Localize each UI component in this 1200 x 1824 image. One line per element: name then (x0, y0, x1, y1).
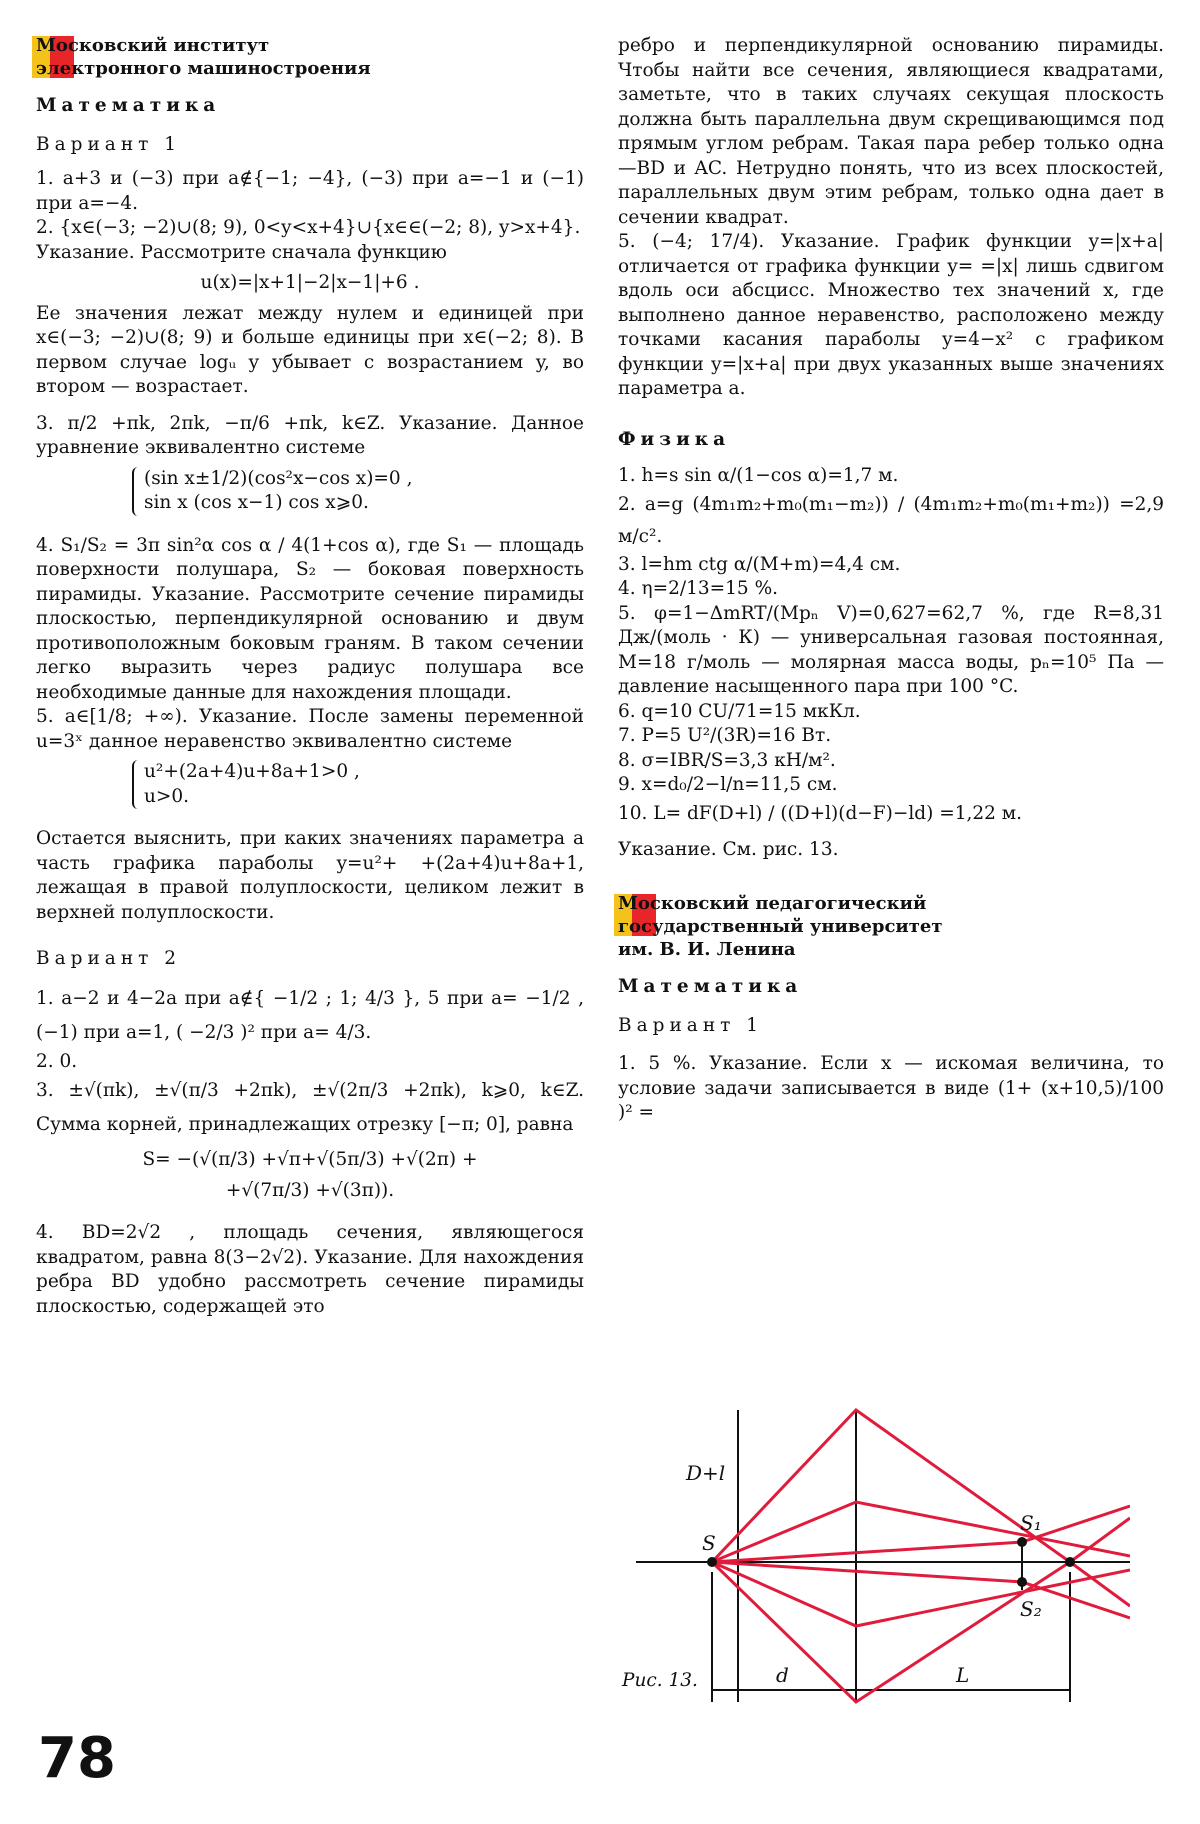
image-point (1017, 1577, 1027, 1587)
physics-answer: 6. q=10 CU/71=15 мкКл. (618, 700, 861, 722)
ray (712, 1518, 1130, 1702)
right-column (618, 34, 1164, 1126)
subject-title: Математика (618, 976, 803, 997)
hint-text: Указание. См. рис. 13. (618, 838, 839, 860)
equation-system: (sin x±1/2)(cos²x−cos x)=0 , sin x (cos x−1) cos x⩾0. (132, 467, 584, 516)
paragraph: Остается выяснить, при каких значениях параметра a часть графика параболы y=u²+ +(2a+4)u+8a+1, лежащая в правой полуплоскости, целиком лежит в верхней полуплоскости. (36, 828, 584, 923)
physics-answer: 10. L= dF(D+l) / ((D+l)(d−F)−ld) =1,22 м. (618, 802, 1023, 824)
physics-answer: 1. h=s sin α/(1−cos α)=1,7 м. (618, 465, 899, 486)
answer-2: 2. 0. (36, 1050, 78, 1072)
physics-answer: 2. a=g (4m₁m₂+m₀(m₁−m₂)) / (4m₁m₂+m₀(m₁+m₂)) =2,9 м/с². (618, 493, 1164, 547)
source-point (707, 1557, 717, 1567)
answer-2: 2. {x∈(−3; −2)∪(8; 9), 0<y<x+4}∪{x∈∈(−2; 8), y>x+4}. (36, 217, 581, 238)
optics-diagram (636, 1390, 1130, 1710)
label: d (776, 1663, 789, 1687)
answer-3: 3. ±√(πk), ±√(π/3 +2πk), ±√(2π/3 +2πk), k⩾0, k∈Z. Сумма корней, принадлежащих отрезку [−π; 0], равна (36, 1080, 584, 1135)
variant-title: Вариант 1 (618, 1014, 764, 1036)
institute-heading: Московский институт электронного машиностроения (36, 34, 584, 80)
answer-1: 1. a−2 и 4−2a при a∉{ −1/2 ; 1; 4/3 }, 5 при a= −1/2 , (−1) при a=1, ( −2/3 )² при a= 4/3. (36, 987, 584, 1043)
answer-1: 1. 5 %. Указание. Если x — искомая величина, то условие задачи записывается в виде (1+ (x+10,5)/100 )² = (618, 1053, 1164, 1123)
label: D+l (686, 1461, 726, 1485)
paragraph: Ее значения лежат между нулем и единицей при x∈(−3; −2)∪(8; 9) и больше единицы при x∈(−2; 8). В первом случае logᵤ y убывает с возрастанием y, во втором — возрастает. (36, 302, 584, 397)
answer-4: 4. S₁/S₂ = 3π sin²α cos α / 4(1+cos α), где S₁ — площадь поверхности полушара, S₂ — боковая поверхность пирамиды. Указание. Рассмотрите сечение пирамиды плоскостью, перпендикулярной основанию и двум противоположным боковым граням. В таком сечении легко выразить через радиус полушара все необходимые данные для нахождения площади. (36, 534, 584, 703)
label: S₁ (1020, 1511, 1042, 1535)
label: S (702, 1531, 716, 1555)
rays (712, 1410, 1130, 1702)
ray (712, 1502, 1130, 1562)
figure-caption: Рис. 13. (622, 1670, 698, 1691)
paragraph: ребро и перпендикулярной основанию пирамиды. Чтобы найти все сечения, являющиеся квадратами, заметьте, что в таких случаях секущая плоскость должна быть параллельна двум скрещивающимся под прямым углом ребрам. Такая пара ребер только одна —BD и AC. Нетрудно понять, что из всех плоскостей, параллельных двум этим ребрам, только одна дает в сечении квадрат. (618, 35, 1164, 228)
answer-5: 5. (−4; 17/4). Указание. График функции y=|x+a| отличается от графика функции y= =|x| лишь сдвигом вдоль оси абсцисс. Множество тех значений x, где выполнено данное неравенство, расположено между точками касания параболы y=4−x² с графиком функции y=|x+a| при двух указанных выше значениях параметра a. (618, 231, 1164, 399)
answer-3: 3. π/2 +πk, 2πk, −π/6 +πk, k∈Z. Указание. Данное уравнение эквивалентно системе (36, 412, 584, 458)
subject-title: Физика (618, 428, 731, 450)
formula: +√(7π/3) +√(3π)). (225, 1179, 395, 1201)
physics-answer: 3. l=hm ctg α/(M+m)=4,4 см. (618, 553, 901, 575)
focus-point (1065, 1557, 1075, 1567)
answer-5: 5. a∈[1/8; +∞). Указание. После замены переменной u=3ˣ данное неравенство эквивалентно системе (36, 706, 584, 752)
subject-title: Математика (36, 95, 221, 116)
answer-4: 4. BD=2√2 , площадь сечения, являющегося квадратом, равна 8(3−2√2). Указание. Для нахождения ребра BD удобно рассмотреть сечение пирамиды плоскостью, содержащей это (36, 1222, 584, 1317)
answer-1: 1. a+3 и (−3) при a∉{−1; −4}, (−3) при a=−1 и (−1) при a=−4. (36, 168, 584, 214)
institute-heading: Московский педагогический государственный университет им. В. И. Ленина (618, 892, 1164, 961)
formula: u(x)=|x+1|−2|x−1|+6 . (200, 272, 420, 293)
physics-answer: 5. φ=1−ΔmRT/(Mpₙ V)=0,627=62,7 %, где R=8,31 Дж/(моль · К) — универсальная газовая постоянная, M=18 г/моль — молярная масса воды, pₙ=10⁵ Па — давление насыщенного пара при 100 °C. (618, 602, 1164, 697)
ray (712, 1562, 1130, 1626)
physics-answer: 9. x=d₀/2−l/n=11,5 см. (618, 774, 838, 795)
image-point (1017, 1537, 1027, 1547)
physics-answer: 7. P=5 U²/(3R)=16 Вт. (618, 725, 832, 746)
page-number: 78 (38, 1726, 116, 1791)
variant-title: Вариант 2 (36, 948, 182, 969)
formula: S= −(√(π/3) +√π+√(5π/3) +√(2π) + (142, 1149, 478, 1170)
left-column (36, 34, 584, 1319)
physics-answer: 4. η=2/13=15 %. (618, 578, 779, 599)
variant-title: Вариант 1 (36, 133, 182, 155)
inequality-system: u²+(2a+4)u+8a+1>0 , u>0. (132, 760, 584, 809)
label: S₂ (1020, 1597, 1042, 1621)
physics-answer: 8. σ=IBR/S=3,3 кН/м². (618, 749, 836, 771)
label: L (956, 1663, 970, 1687)
hint-text: Указание. Рассмотрите сначала функцию (36, 241, 447, 263)
